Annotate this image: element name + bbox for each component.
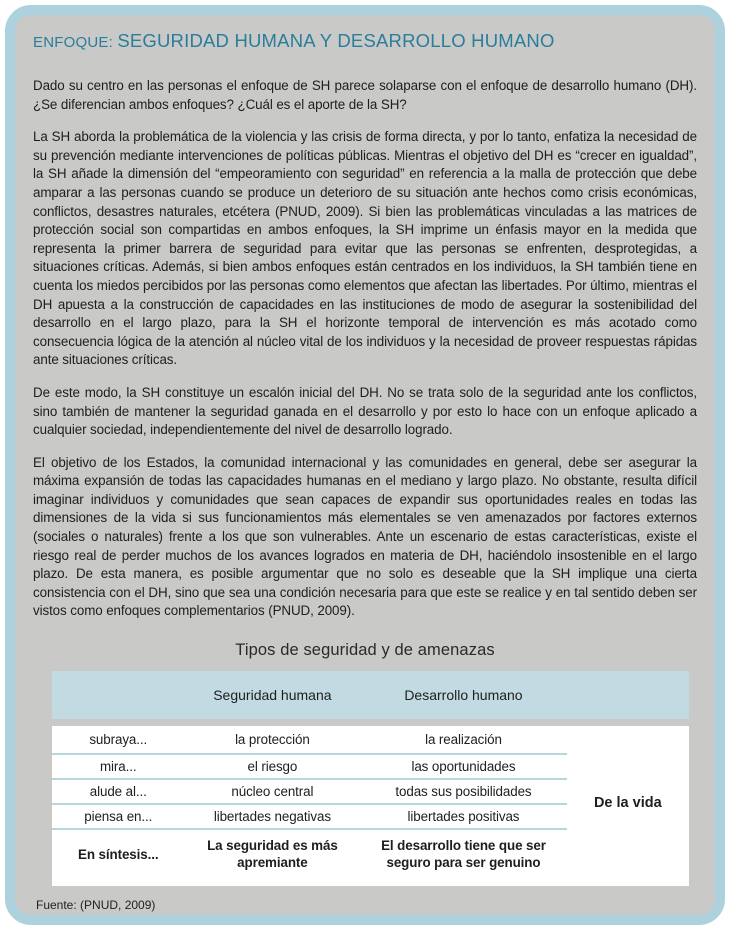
table-cell-sh: núcleo central xyxy=(184,778,360,803)
table-cell-row-label: mira... xyxy=(52,753,184,778)
paragraph-sh-approach: La SH aborda la problemática de la violencia y las crisis de forma directa, y por lo tanto, enfatiza la necesidad de su prevención mediante intervenciones de políticas públicas. Mientras el objetivo del DH es “crecer en igualdad”, la SH añade la dimensión del “empeoramiento con seguridad” en referencia a la malla de protección que debe amparar a las personas cuando se produce un deterioro de su situación ante hechos como crisis económicas, conflictos, desastres naturales, etcétera (PNUD, 2009). Si bien las problemáticas vinculadas a las matrices de protección social son compartidas en ambos enfoques, la SH imprime un énfasis mayor en la medida que representa la primer barrera de seguridad para evitar que las personas se enfrenten, desprotegidas, a situaciones críticas. Además, si bien ambos enfoques están centrados en los individuos, la SH también tiene en cuenta los miedos percibidos por las personas como elementos que afectan las libertades. Por último, mientras el DH apuesta a la construcción de capacidades en las instituciones de modo de asegurar la sostenibilidad del desarrollo en el largo plazo, para la SH el horizonte temporal de intervención es más acotado como consecuencia lógica de la atención al núcleo vital de los individuos y la necesidad de proveer respuestas rápidas ante situaciones críticas. xyxy=(33,129,697,368)
paragraph-sh-dh-relation: De este modo, la SH constituye un escalón inicial del DH. No se trata solo de la seguridad ante los conflictos, sino también de mantener la seguridad ganada en el desarrollo y por esto lo hace con un enfoque aplicado a cualquier sociedad, independientemente del nivel de desarrollo logrado. xyxy=(33,384,697,438)
page-title-prefix: ENFOQUE: xyxy=(33,34,118,51)
table-cell-dh: las oportunidades xyxy=(360,753,566,778)
table-cell-dh: todas sus posibilidades xyxy=(360,778,566,803)
table-cell-row-label-synthesis: En síntesis... xyxy=(52,828,184,880)
table-title: Tipos de seguridad y de amenazas xyxy=(235,641,495,660)
table-cell-sh: libertades negativas xyxy=(184,803,360,828)
table-cell-sh-synthesis: La seguridad es más apremiante xyxy=(184,828,360,880)
table-cell-dh: la realización xyxy=(425,732,502,748)
table-cell-dh: libertades positivas xyxy=(360,803,566,828)
comparison-table xyxy=(52,671,689,886)
page-title xyxy=(33,24,697,55)
source-note: Fuente: (PNUD, 2009) xyxy=(36,898,156,913)
column-header-desarrollo-humano: Desarrollo humano xyxy=(404,687,523,704)
table-cell-dh-synthesis: El desarrollo tiene que ser seguro para ser genuino xyxy=(360,828,566,880)
table-cell-sh: el riesgo xyxy=(184,753,360,778)
column-header-seguridad-humana: Seguridad humana xyxy=(213,687,332,704)
page-title-main: SEGURIDAD HUMANA Y DESARROLLO HUMANO xyxy=(117,30,555,51)
table-body xyxy=(52,726,689,886)
table-cell-sh: la protección xyxy=(235,732,310,748)
document-panel xyxy=(5,5,725,925)
table-header-band xyxy=(52,671,689,719)
table-cell-row-label: subraya... xyxy=(89,732,148,748)
paragraph-states-objective: El objetivo de los Estados, la comunidad internacional y las comunidades en general, debe ser asegurar la máxima expansión de todas las capacidades humanas en el mediano y largo plazo. No obstante, resulta difícil imaginar individuos y comunidades que sean capaces de expandir sus oportunidades reales en todas las dimensiones de la vida si sus funcionamientos más elementales se ven amenazados por factores externos (sociales o naturales) frente a los que son vulnerables. Ante un escenario de estas características, existe el riesgo real de perder muchos de los avances logrados en materia de DH, haciéndolo insostenible en el largo plazo. De esta manera, es posible argumentar que no solo es deseable que la SH implique una cierta consistencia con el DH, sino que sea una condición necesaria para que este se realice y en tal sentido deben ser vistos como enfoques complementarios (PNUD, 2009). xyxy=(33,454,697,619)
paragraph-intro: Dado su centro en las personas el enfoque de SH parece solaparse con el enfoque de desarrollo humano (DH). ¿Se diferencian ambos enfoques? ¿Cuál es el aporte de la SH? xyxy=(33,78,697,112)
table-cell-row-label: alude al... xyxy=(52,778,184,803)
table-cell-row-label: piensa en... xyxy=(52,803,184,828)
side-label-de-la-vida: De la vida xyxy=(593,795,662,812)
